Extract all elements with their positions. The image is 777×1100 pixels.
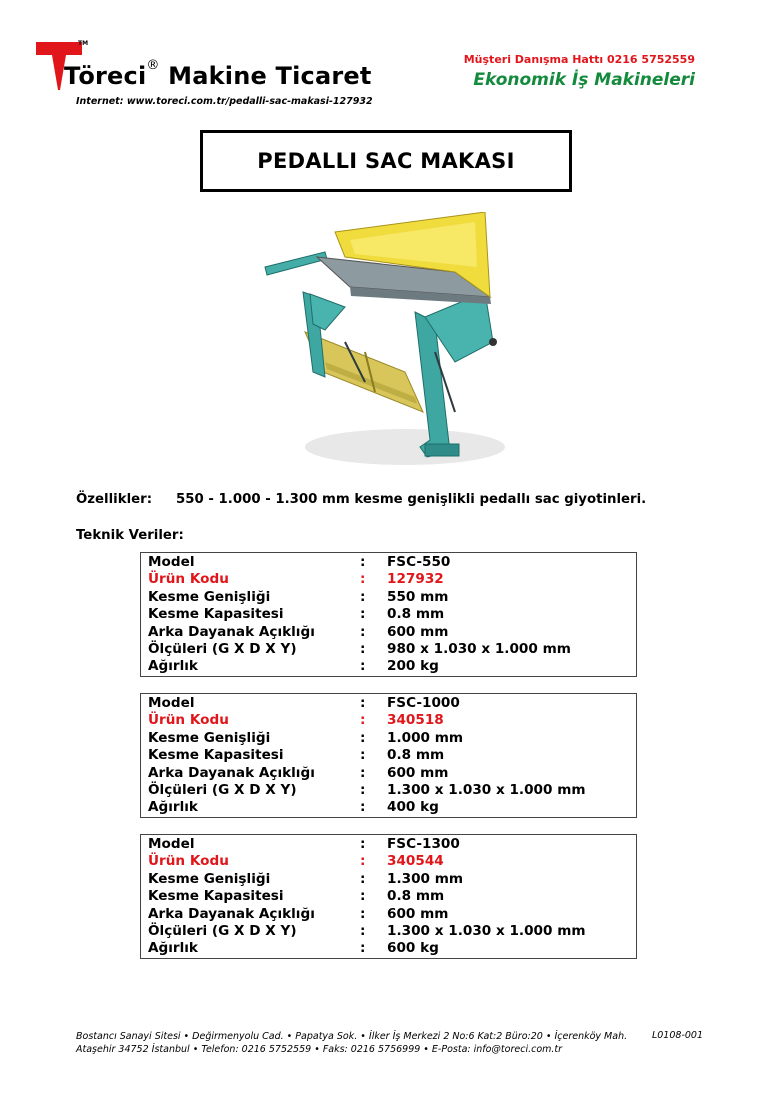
brand-name: Töreci® Makine Ticaret — [64, 58, 372, 90]
footer-address — [76, 1030, 627, 1056]
registered-mark: ® — [146, 58, 160, 73]
spec-table-fsc-1300 — [140, 834, 637, 959]
spec-row-weight: Ağırlık : 400 kg — [148, 799, 439, 816]
spec-row-product-code: Ürün Kodu : 127932 — [148, 571, 444, 588]
features-line — [76, 492, 646, 507]
spec-row-model: Model : FSC-550 — [148, 554, 451, 570]
spec-row-cutting-width: Kesme Genişliği : 1.300 mm — [148, 870, 464, 887]
spec-row-dimensions: Ölçüleri (G X D X Y) : 1.300 x 1.030 x 1.000 mm — [148, 922, 586, 939]
spec-row-back-gauge: Arka Dayanak Açıklığı : 600 mm — [148, 623, 449, 640]
spec-row-cutting-width: Kesme Genişliği : 550 mm — [148, 588, 449, 605]
spec-row-product-code: Ürün Kodu : 340518 — [148, 712, 444, 729]
footer-line-1: Bostancı Sanayi Sitesi • Değirmenyolu Cad. • Papatya Sok. • İlker İş Merkezi 2 No:6 Kat:2 Büro:20 • İçerenköy Mah. — [76, 1031, 628, 1042]
spec-table-fsc-1000 — [140, 693, 637, 818]
page-title: PEDALLI SAC MAKASI — [200, 130, 572, 192]
spec-row-model: Model : FSC-1000 — [148, 695, 460, 711]
document-code: L0108-001 — [651, 1030, 703, 1041]
spec-row-weight: Ağırlık : 600 kg — [148, 940, 439, 957]
website-url: Internet: www.toreci.com.tr/pedalli-sac-makasi-127932 — [76, 96, 373, 107]
spec-row-dimensions: Ölçüleri (G X D X Y) : 1.300 x 1.030 x 1.000 mm — [148, 781, 586, 798]
spec-row-back-gauge: Arka Dayanak Açıklığı : 600 mm — [148, 905, 449, 922]
spec-row-cutting-width: Kesme Genişliği : 1.000 mm — [148, 729, 464, 746]
features-text: 550 - 1.000 - 1.300 mm kesme genişlikli pedallı sac giyotinleri. — [176, 492, 647, 507]
customer-hotline: Müşteri Danışma Hattı 0216 5752559 — [463, 53, 695, 66]
footer-line-2: Ataşehir 34752 İstanbul • Telefon: 0216 5752559 • Faks: 0216 5756999 • E-Posta: info@toreci.com.tr — [76, 1044, 563, 1055]
spec-row-cutting-capacity: Kesme Kapasitesi : 0.8 mm — [148, 747, 445, 764]
slogan: Ekonomik İş Makineleri — [473, 70, 695, 90]
product-image — [255, 212, 517, 474]
spec-row-weight: Ağırlık : 200 kg — [148, 658, 439, 675]
features-label: Özellikler: — [76, 492, 153, 507]
trademark-mark: TM — [78, 40, 89, 47]
spec-table-fsc-550 — [140, 552, 637, 677]
spec-row-cutting-capacity: Kesme Kapasitesi : 0.8 mm — [148, 606, 445, 623]
spec-row-back-gauge: Arka Dayanak Açıklığı : 600 mm — [148, 764, 449, 781]
spec-row-product-code: Ürün Kodu : 340544 — [148, 853, 444, 870]
spec-row-model: Model : FSC-1300 — [148, 836, 460, 852]
technical-data-heading: Teknik Veriler: — [76, 528, 184, 543]
spec-row-dimensions: Ölçüleri (G X D X Y) : 980 x 1.030 x 1.000 mm — [148, 640, 571, 657]
spec-row-cutting-capacity: Kesme Kapasitesi : 0.8 mm — [148, 888, 445, 905]
